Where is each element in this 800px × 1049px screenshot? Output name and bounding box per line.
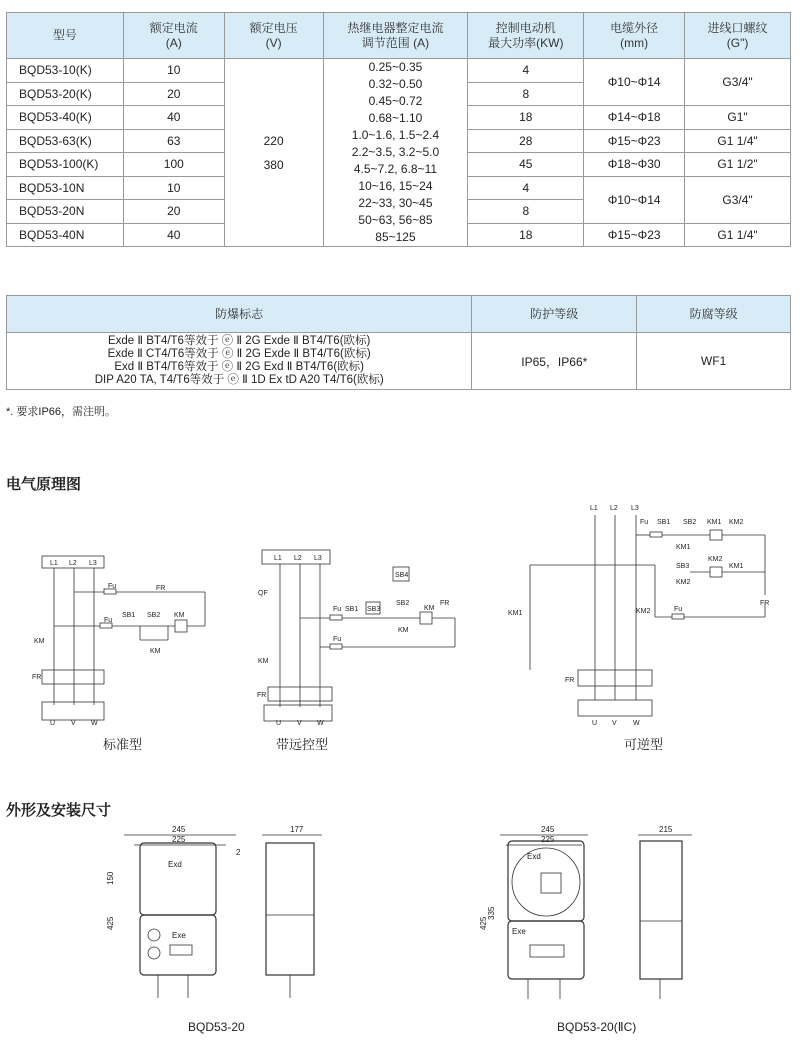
svg-text:L1: L1: [590, 505, 598, 512]
svg-text:KM: KM: [258, 658, 269, 665]
svg-text:V: V: [297, 720, 302, 727]
power-cell: 18: [468, 223, 584, 247]
svg-text:177: 177: [290, 825, 304, 834]
col-cable: 电缆外径 (mm): [584, 13, 685, 59]
svg-text:V: V: [612, 720, 617, 727]
thread-cell: G3/4": [685, 59, 791, 106]
enclosure-front-right: [479, 825, 588, 999]
ex-mark-table: [6, 295, 791, 390]
col-protection: 防护等级: [472, 296, 637, 333]
col-current: 额定电流 (A): [123, 13, 224, 59]
svg-text:W: W: [633, 720, 640, 727]
enclosure-front-left: [106, 825, 241, 998]
svg-text:425: 425: [479, 916, 488, 930]
col-voltage: 额定电压 (V): [224, 13, 323, 59]
svg-text:L2: L2: [294, 555, 302, 562]
ex-line: DIP A20 TA, T4/T6等效于 ⓔ Ⅱ 1D Ex tD A20 T4/T6(欧标): [94, 374, 384, 386]
svg-text:L2: L2: [69, 560, 77, 567]
svg-text:U: U: [592, 720, 598, 727]
svg-text:225: 225: [541, 835, 555, 844]
spec-table: [6, 12, 791, 247]
caption-remote: 带远控型: [276, 737, 329, 752]
col-model: 型号: [7, 13, 124, 59]
svg-text:L2: L2: [610, 505, 618, 512]
col-thread: 进线口螺纹 (G"): [685, 13, 791, 59]
model-cell: BQD53-20N: [7, 200, 124, 224]
protection-cell: IP65，IP66*: [472, 333, 637, 390]
current-cell: 40: [123, 223, 224, 247]
svg-text:KM2: KM2: [729, 519, 744, 526]
thread-cell: G1": [685, 106, 791, 130]
section-title-dims: 外形及安装尺寸: [6, 802, 112, 819]
svg-text:245: 245: [541, 825, 555, 834]
current-cell: 100: [123, 153, 224, 177]
svg-text:QF: QF: [258, 590, 268, 597]
current-cell: 10: [123, 59, 224, 83]
svg-text:Fu: Fu: [333, 636, 342, 643]
svg-text:W: W: [91, 720, 98, 727]
svg-text:SB1: SB1: [122, 612, 136, 619]
enclosure-side-right: [638, 825, 692, 999]
section-title-circuit: 电气原理图: [6, 476, 82, 493]
model-cell: BQD53-40N: [7, 223, 124, 247]
power-cell: 4: [468, 176, 584, 200]
model-cell: BQD53-40(K): [7, 106, 124, 130]
model-cell: BQD53-63(K): [7, 129, 124, 153]
cable-cell: Φ10~Φ14: [584, 176, 685, 223]
power-cell: 28: [468, 129, 584, 153]
ex-line: Exde Ⅱ BT4/T6等效于 ⓔ Ⅱ 2G Exde Ⅱ BT4/T6(欧标): [107, 335, 371, 347]
svg-text:335: 335: [487, 906, 496, 920]
svg-text:225: 225: [172, 835, 186, 844]
model-cell: BQD53-10N: [7, 176, 124, 200]
power-cell: 8: [468, 82, 584, 106]
ex-mark-cell: [7, 333, 472, 390]
anticorrosion-cell: WF1: [637, 333, 791, 390]
svg-text:FR: FR: [156, 585, 166, 592]
svg-text:FR: FR: [32, 674, 42, 681]
cable-cell: Φ15~Φ23: [584, 223, 685, 247]
svg-text:FR: FR: [257, 692, 267, 699]
svg-text:W: W: [317, 720, 324, 727]
circuit-remote: [257, 550, 455, 727]
svg-text:KM: KM: [424, 605, 435, 612]
cable-cell: Φ10~Φ14: [584, 59, 685, 106]
thread-cell: G1 1/4": [685, 129, 791, 153]
svg-text:KM1: KM1: [676, 544, 691, 551]
svg-text:Fu: Fu: [104, 617, 113, 624]
current-cell: 63: [123, 129, 224, 153]
table-row: [7, 59, 791, 83]
svg-text:KM2: KM2: [708, 556, 723, 563]
svg-text:KM: KM: [150, 648, 161, 655]
mark-header-row: [7, 296, 791, 333]
svg-text:FR: FR: [440, 600, 450, 607]
svg-text:KM2: KM2: [636, 608, 651, 615]
caption-bqd53-20: BQD53-20: [188, 1020, 245, 1034]
svg-text:L3: L3: [631, 505, 639, 512]
model-cell: BQD53-10(K): [7, 59, 124, 83]
svg-text:KM1: KM1: [508, 610, 523, 617]
svg-text:V: V: [71, 720, 76, 727]
svg-text:150: 150: [106, 871, 115, 885]
svg-text:SB3: SB3: [676, 563, 690, 570]
power-cell: 4: [468, 59, 584, 83]
current-cell: 20: [123, 82, 224, 106]
svg-text:SB2: SB2: [147, 612, 161, 619]
col-power: 控制电动机 最大功率(KW): [468, 13, 584, 59]
svg-text:215: 215: [659, 825, 673, 834]
svg-text:FR: FR: [760, 600, 770, 607]
power-cell: 8: [468, 200, 584, 224]
cable-cell: Φ18~Φ30: [584, 153, 685, 177]
svg-text:L1: L1: [50, 560, 58, 567]
voltage-cell: 220 380: [224, 59, 323, 247]
cable-cell: Φ15~Φ23: [584, 129, 685, 153]
col-anticorrosion: 防腐等级: [637, 296, 791, 333]
svg-text:KM1: KM1: [729, 563, 744, 570]
svg-text:L3: L3: [314, 555, 322, 562]
caption-standard: 标准型: [103, 737, 143, 752]
enclosure-side-left: [262, 825, 322, 998]
current-cell: 40: [123, 106, 224, 130]
svg-text:SB4: SB4: [395, 572, 409, 579]
svg-text:KM: KM: [398, 627, 409, 634]
svg-text:Exd: Exd: [527, 852, 541, 861]
svg-text:KM1: KM1: [707, 519, 722, 526]
svg-text:2: 2: [236, 848, 241, 857]
current-cell: 10: [123, 176, 224, 200]
svg-text:SB1: SB1: [345, 606, 359, 613]
thread-cell: G1 1/4": [685, 223, 791, 247]
current-cell: 20: [123, 200, 224, 224]
footnote: *. 要求IP66，需注明。: [6, 406, 117, 418]
col-ex-mark: 防爆标志: [7, 296, 472, 333]
dimension-drawings: [0, 815, 800, 1040]
svg-text:245: 245: [172, 825, 186, 834]
svg-text:425: 425: [106, 916, 115, 930]
svg-text:SB2: SB2: [396, 600, 410, 607]
thread-cell: G3/4": [685, 176, 791, 223]
svg-text:Fu: Fu: [640, 519, 649, 526]
svg-text:SB3: SB3: [367, 606, 381, 613]
svg-text:L3: L3: [89, 560, 97, 567]
relay-range-cell: 0.25~0.35 0.32~0.50 0.45~0.72 0.68~1.10 1.0~1.6, 1.5~2.4 2.2~3.5, 3.2~5.0 4.5~7.2, 6.8~11 10~16, 15~24 22~33, 30~45 50~63, 56~85 85~125: [323, 59, 468, 247]
svg-text:KM: KM: [34, 638, 45, 645]
table-row: [7, 333, 791, 390]
svg-text:U: U: [276, 720, 282, 727]
svg-text:SB2: SB2: [683, 519, 697, 526]
circuit-standard: [32, 556, 205, 727]
svg-text:L1: L1: [274, 555, 282, 562]
svg-text:KM: KM: [174, 612, 185, 619]
model-cell: BQD53-100(K): [7, 153, 124, 177]
power-cell: 18: [468, 106, 584, 130]
svg-text:KM2: KM2: [676, 579, 691, 586]
circuit-diagrams: [0, 495, 800, 755]
model-cell: BQD53-20(K): [7, 82, 124, 106]
svg-text:Exd: Exd: [168, 860, 182, 869]
ex-line: Exd Ⅱ BT4/T6等效于 ⓔ Ⅱ 2G Exd Ⅱ BT4/T6(欧标): [114, 361, 364, 373]
svg-text:Fu: Fu: [674, 606, 683, 613]
circuit-reversible: [508, 505, 769, 727]
svg-text:SB1: SB1: [657, 519, 671, 526]
svg-text:Fu: Fu: [333, 606, 342, 613]
power-cell: 45: [468, 153, 584, 177]
svg-text:Exe: Exe: [512, 927, 526, 936]
svg-text:FR: FR: [565, 677, 575, 684]
spec-header-row: [7, 13, 791, 59]
svg-text:Exe: Exe: [172, 931, 186, 940]
cable-cell: Φ14~Φ18: [584, 106, 685, 130]
col-relay-range: 热继电器整定电流 调节范围 (A): [323, 13, 468, 59]
caption-bqd53-20-iic: BQD53-20(ⅡC): [557, 1020, 637, 1034]
svg-text:Fu: Fu: [108, 583, 117, 590]
svg-text:U: U: [50, 720, 56, 727]
thread-cell: G1 1/2": [685, 153, 791, 177]
ex-line: Exde Ⅱ CT4/T6等效于 ⓔ Ⅱ 2G Exde Ⅱ BT4/T6(欧标): [107, 348, 371, 360]
caption-reversible: 可逆型: [624, 737, 664, 752]
